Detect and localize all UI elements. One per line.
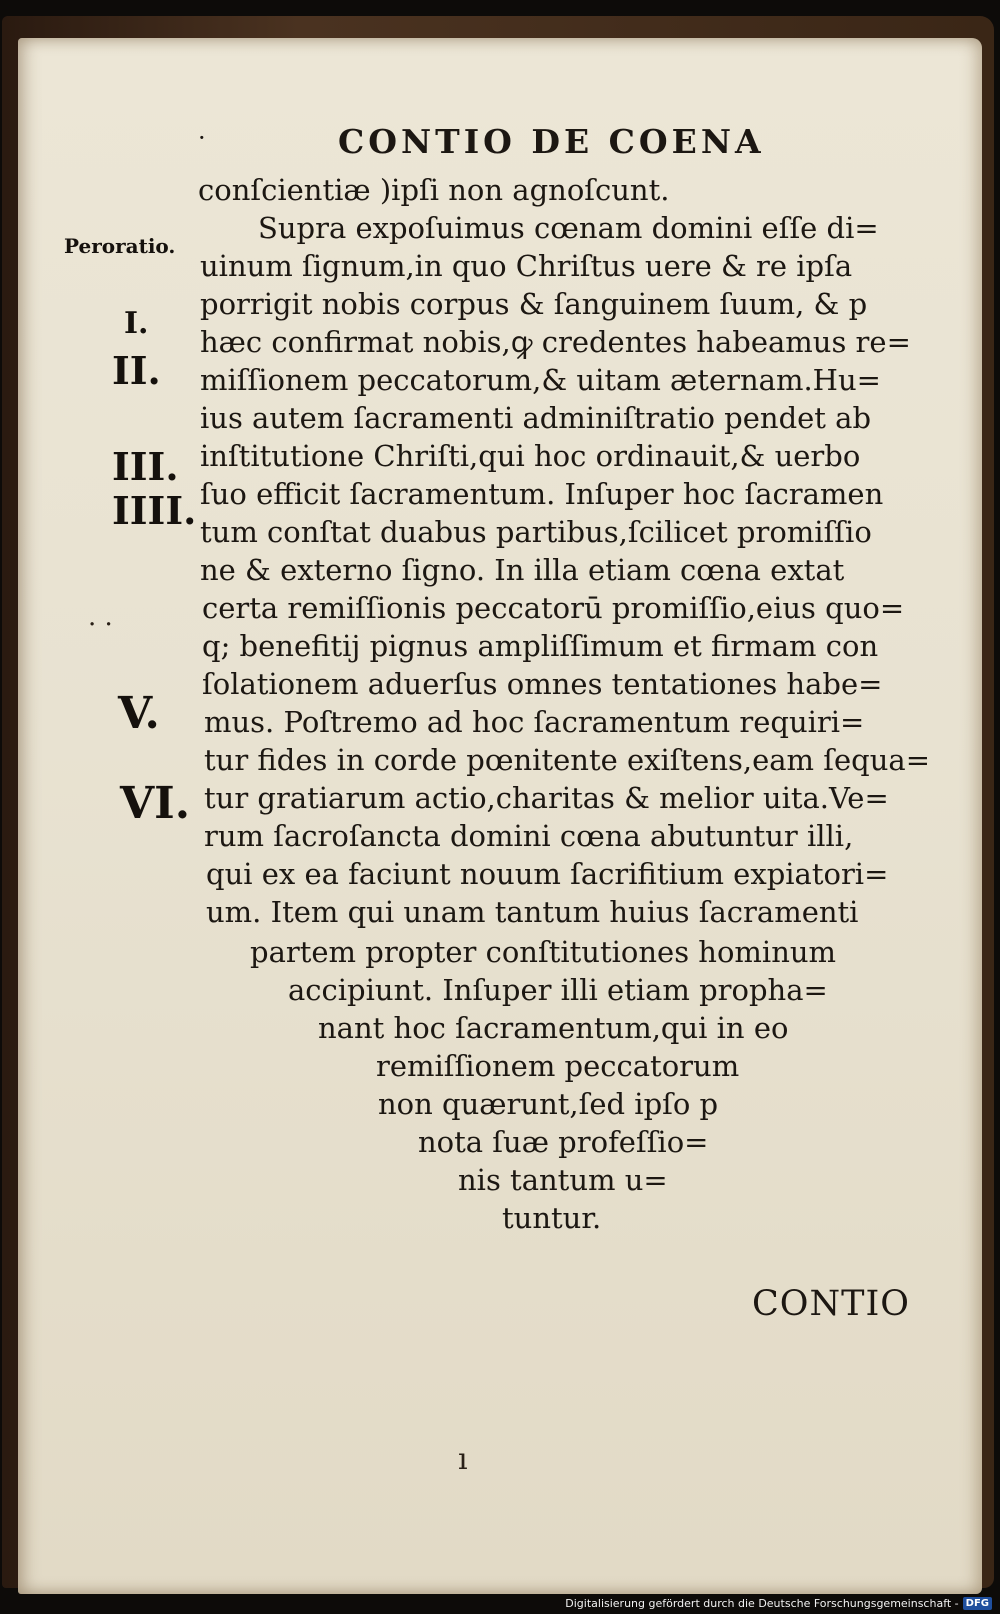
text-line-26: nota ſuæ profeſſio=: [418, 1125, 709, 1159]
text-line-20: um. Item qui unam tantum huius ſacramenti: [206, 895, 859, 929]
text-line-8: inſtitutione Chriſti,qui hoc ordinauit,& uerbo: [200, 439, 861, 473]
margin-numeral-2: II.: [112, 348, 161, 393]
text-line-17: tur gratiarum actio,charitas & melior uita.Ve=: [204, 781, 889, 815]
margin-numeral-6: VI.: [120, 778, 191, 829]
margin-note-peroratio: Peroratio.: [64, 234, 176, 258]
dfg-logo-icon: DFG: [963, 1597, 992, 1610]
margin-numeral-1: I.: [124, 306, 149, 341]
ink-speck: · ·: [88, 610, 113, 640]
text-line-10: tum conſtat duabus partibus,ſcilicet promiſſio: [200, 515, 872, 549]
text-line-28: tuntur.: [502, 1201, 602, 1235]
text-line-6: miſſionem peccatorum,& uitam æternam.Hu=: [200, 363, 881, 397]
digitization-credit: [565, 1597, 992, 1610]
text-line-11: ne & externo ſigno. In illa etiam cœna extat: [200, 553, 845, 587]
text-line-19: qui ex ea faciunt nouum ſacrifitium expiatori=: [206, 857, 889, 891]
text-line-2: Supra expoſuimus cœnam domini eſſe di=: [258, 211, 879, 245]
text-line-22: accipiunt. Inſuper illi etiam propha=: [288, 973, 828, 1007]
text-line-18: rum ſacroſancta domini cœna abutuntur illi,: [204, 819, 854, 853]
text-line-7: ius autem ſacramenti adminiſtratio pendet ab: [200, 401, 872, 435]
text-line-3: uinum ſignum,in quo Chriſtus uere & re ipſa: [200, 249, 853, 283]
credit-text: Digitalisierung gefördert durch die Deutsche Forschungsgemeinschaft -: [565, 1597, 959, 1610]
text-line-23: nant hoc ſacramentum,qui in eo: [318, 1011, 789, 1045]
catchword: CONTIO: [752, 1284, 910, 1324]
text-line-1: conſcientiæ )ipſi non agnoſcunt.: [198, 173, 670, 207]
text-line-4: porrigit nobis corpus & ſanguinem ſuum, & p: [200, 287, 868, 321]
text-line-15: mus. Poſtremo ad hoc ſacramentum requiri=: [204, 705, 865, 739]
ink-speck: ·: [198, 124, 206, 152]
ink-speck: ı: [458, 1442, 468, 1477]
text-line-9: ſuo efficit ſacramentum. Inſuper hoc ſacramen: [200, 477, 884, 511]
text-line-5: hæc confirmat nobis,ꝙ credentes habeamus re=: [200, 325, 911, 359]
text-line-24: remiſſionem peccatorum: [376, 1049, 740, 1083]
running-head: CONTIO DE COENA: [338, 122, 765, 161]
text-line-13: q; benefitij pignus ampliſſimum et firmam con: [202, 629, 879, 663]
text-line-27: nis tantum u=: [458, 1163, 668, 1197]
book-page: [18, 38, 982, 1594]
text-line-12: certa remiſſionis peccatorū promiſſio,eius quo=: [202, 591, 905, 625]
book-binding: [2, 16, 994, 1588]
margin-numeral-5: V.: [118, 688, 160, 739]
text-line-21: partem propter conſtitutiones hominum: [250, 935, 837, 969]
text-line-25: non quærunt,ſed ipſo p: [378, 1087, 719, 1121]
margin-numeral-4: IIII.: [112, 488, 197, 533]
text-line-14: ſolationem aduerſus omnes tentationes habe=: [202, 667, 883, 701]
margin-numeral-3: III.: [112, 444, 179, 489]
text-line-16: tur fides in corde pœnitente exiſtens,eam ſequa=: [204, 743, 930, 777]
